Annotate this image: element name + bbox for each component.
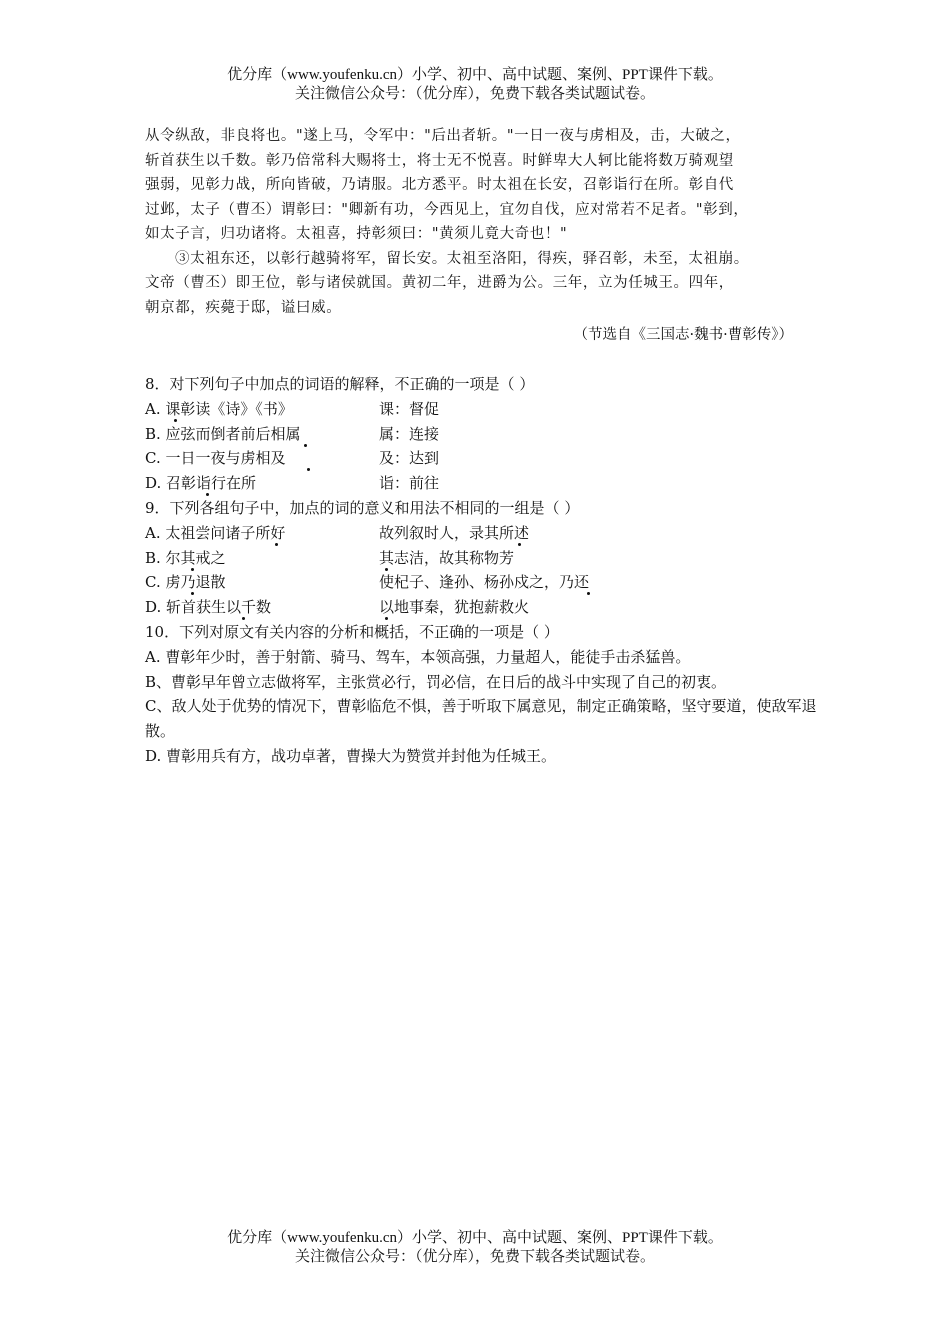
question-10-option-b: B、曹彰早年曾立志做将军，主张赏必行，罚必信，在日后的战斗中实现了自己的初衷。 bbox=[145, 672, 727, 691]
option-pair: 以地事秦，犹抱薪救火 bbox=[379, 598, 530, 617]
question-10-option-c: C、敌人处于优势的情况下，曹彰临危不惧，善于听取下属意见，制定正确策略，坚守要道，使敌军退散。 bbox=[145, 697, 817, 741]
question-10-option-d: D. 曹彰用兵有方，战功卓著，曹操大为赞赏并封他为任城王。 bbox=[145, 746, 557, 765]
option-text: D. 召彰诣行在所 bbox=[145, 474, 257, 493]
option-text: C. 虏乃退散 bbox=[145, 573, 226, 592]
page-footer bbox=[0, 1229, 950, 1267]
page-header bbox=[0, 66, 950, 104]
header-line-1: 优分库（www.youfenku.cn）小学、初中、高中试题、案例、PPT课件下载。 bbox=[227, 67, 723, 83]
option-text: C. 一日一夜与虏相及 bbox=[145, 449, 286, 468]
passage-line: 强弱，见彰力战，所向皆破，乃请服。北方悉平。时太祖在长安，召彰诣行在所。彰自代 bbox=[145, 177, 734, 193]
footer-line-1: 优分库（www.youfenku.cn）小学、初中、高中试题、案例、PPT课件下载。 bbox=[227, 1230, 723, 1246]
question-8-option-d bbox=[145, 471, 825, 496]
option-text: A. 课彰读《诗》《书》 bbox=[145, 399, 293, 418]
question-10-stem: 10．下列对原文有关内容的分析和概括，不正确的一项是（ ） bbox=[145, 622, 559, 641]
option-text: A. 太祖尝问诸子所好 bbox=[145, 523, 286, 542]
question-8-option-c bbox=[145, 446, 825, 471]
questions bbox=[145, 372, 825, 769]
passage-source: （节选自《三国志·魏书·曹彰传》） bbox=[573, 327, 793, 343]
option-text: B. 应弦而倒者前后相属 bbox=[145, 424, 301, 443]
question-9-option-c bbox=[145, 570, 825, 595]
passage-line: 斩首获生以千数。彰乃倍常科大赐将士，将士无不悦喜。时鲜卑大人轲比能将数万骑观望 bbox=[145, 152, 734, 169]
passage-line: 从令纵敌，非良将也。"遂上马，令军中："后出者斩。"一日一夜与虏相及，击，大破之， bbox=[145, 128, 741, 144]
option-pair: 故列叙时人，录其所述 bbox=[379, 523, 530, 542]
option-pair: 其志洁，故其称物芳 bbox=[379, 548, 515, 567]
question-8-option-a bbox=[145, 397, 825, 422]
passage-line: 过邺，太子（曹丕）谓彰曰："卿新有功，今西见上，宜勿自伐，应对常若不足者。"彰到， bbox=[145, 201, 749, 218]
question-9-option-d bbox=[145, 595, 825, 620]
option-gloss: 诣：前往 bbox=[379, 474, 440, 493]
header-line-2: 关注微信公众号：（优分库），免费下载各类试题试卷。 bbox=[294, 86, 655, 102]
question-8-stem: 8．对下列句子中加点的词语的解释，不正确的一项是（ ） bbox=[145, 375, 535, 393]
question-9-option-a bbox=[145, 521, 825, 546]
option-gloss: 属：连接 bbox=[379, 424, 440, 443]
question-9-stem: 9．下列各组句子中，加点的词的意义和用法不相同的一组是（ ） bbox=[145, 498, 580, 517]
option-pair: 使杞子、逢孙、杨孙戍之，乃还 bbox=[379, 573, 590, 592]
passage-line: 朝京都，疾薨于邸，谥曰威。 bbox=[145, 299, 342, 316]
passage-line: ③太祖东还，以彰行越骑将军，留长安。太祖至洛阳，得疾，驿召彰，未至，太祖崩。 bbox=[175, 250, 749, 267]
option-gloss: 及：达到 bbox=[379, 449, 440, 468]
option-gloss: 课：督促 bbox=[379, 399, 440, 418]
question-8-option-b bbox=[145, 422, 825, 447]
question-9-option-b bbox=[145, 546, 825, 571]
option-text: B. 尔其戒之 bbox=[145, 548, 226, 567]
passage-line: 文帝（曹丕）即王位，彰与诸侯就国。黄初二年，进爵为公。三年，立为任城王。四年， bbox=[145, 275, 734, 291]
passage-line: 如太子言，归功诸将。太祖喜，持彰须曰："黄须儿竟大奇也！" bbox=[145, 226, 568, 242]
option-text: D. 斩首获生以千数 bbox=[145, 598, 272, 617]
passage-text bbox=[145, 124, 825, 320]
footer-line-2: 关注微信公众号：（优分库），免费下载各类试题试卷。 bbox=[294, 1249, 655, 1265]
question-10-option-a: A. 曹彰年少时，善于射箭、骑马、驾车，本领高强，力量超人，能徒手击杀猛兽。 bbox=[145, 647, 691, 666]
